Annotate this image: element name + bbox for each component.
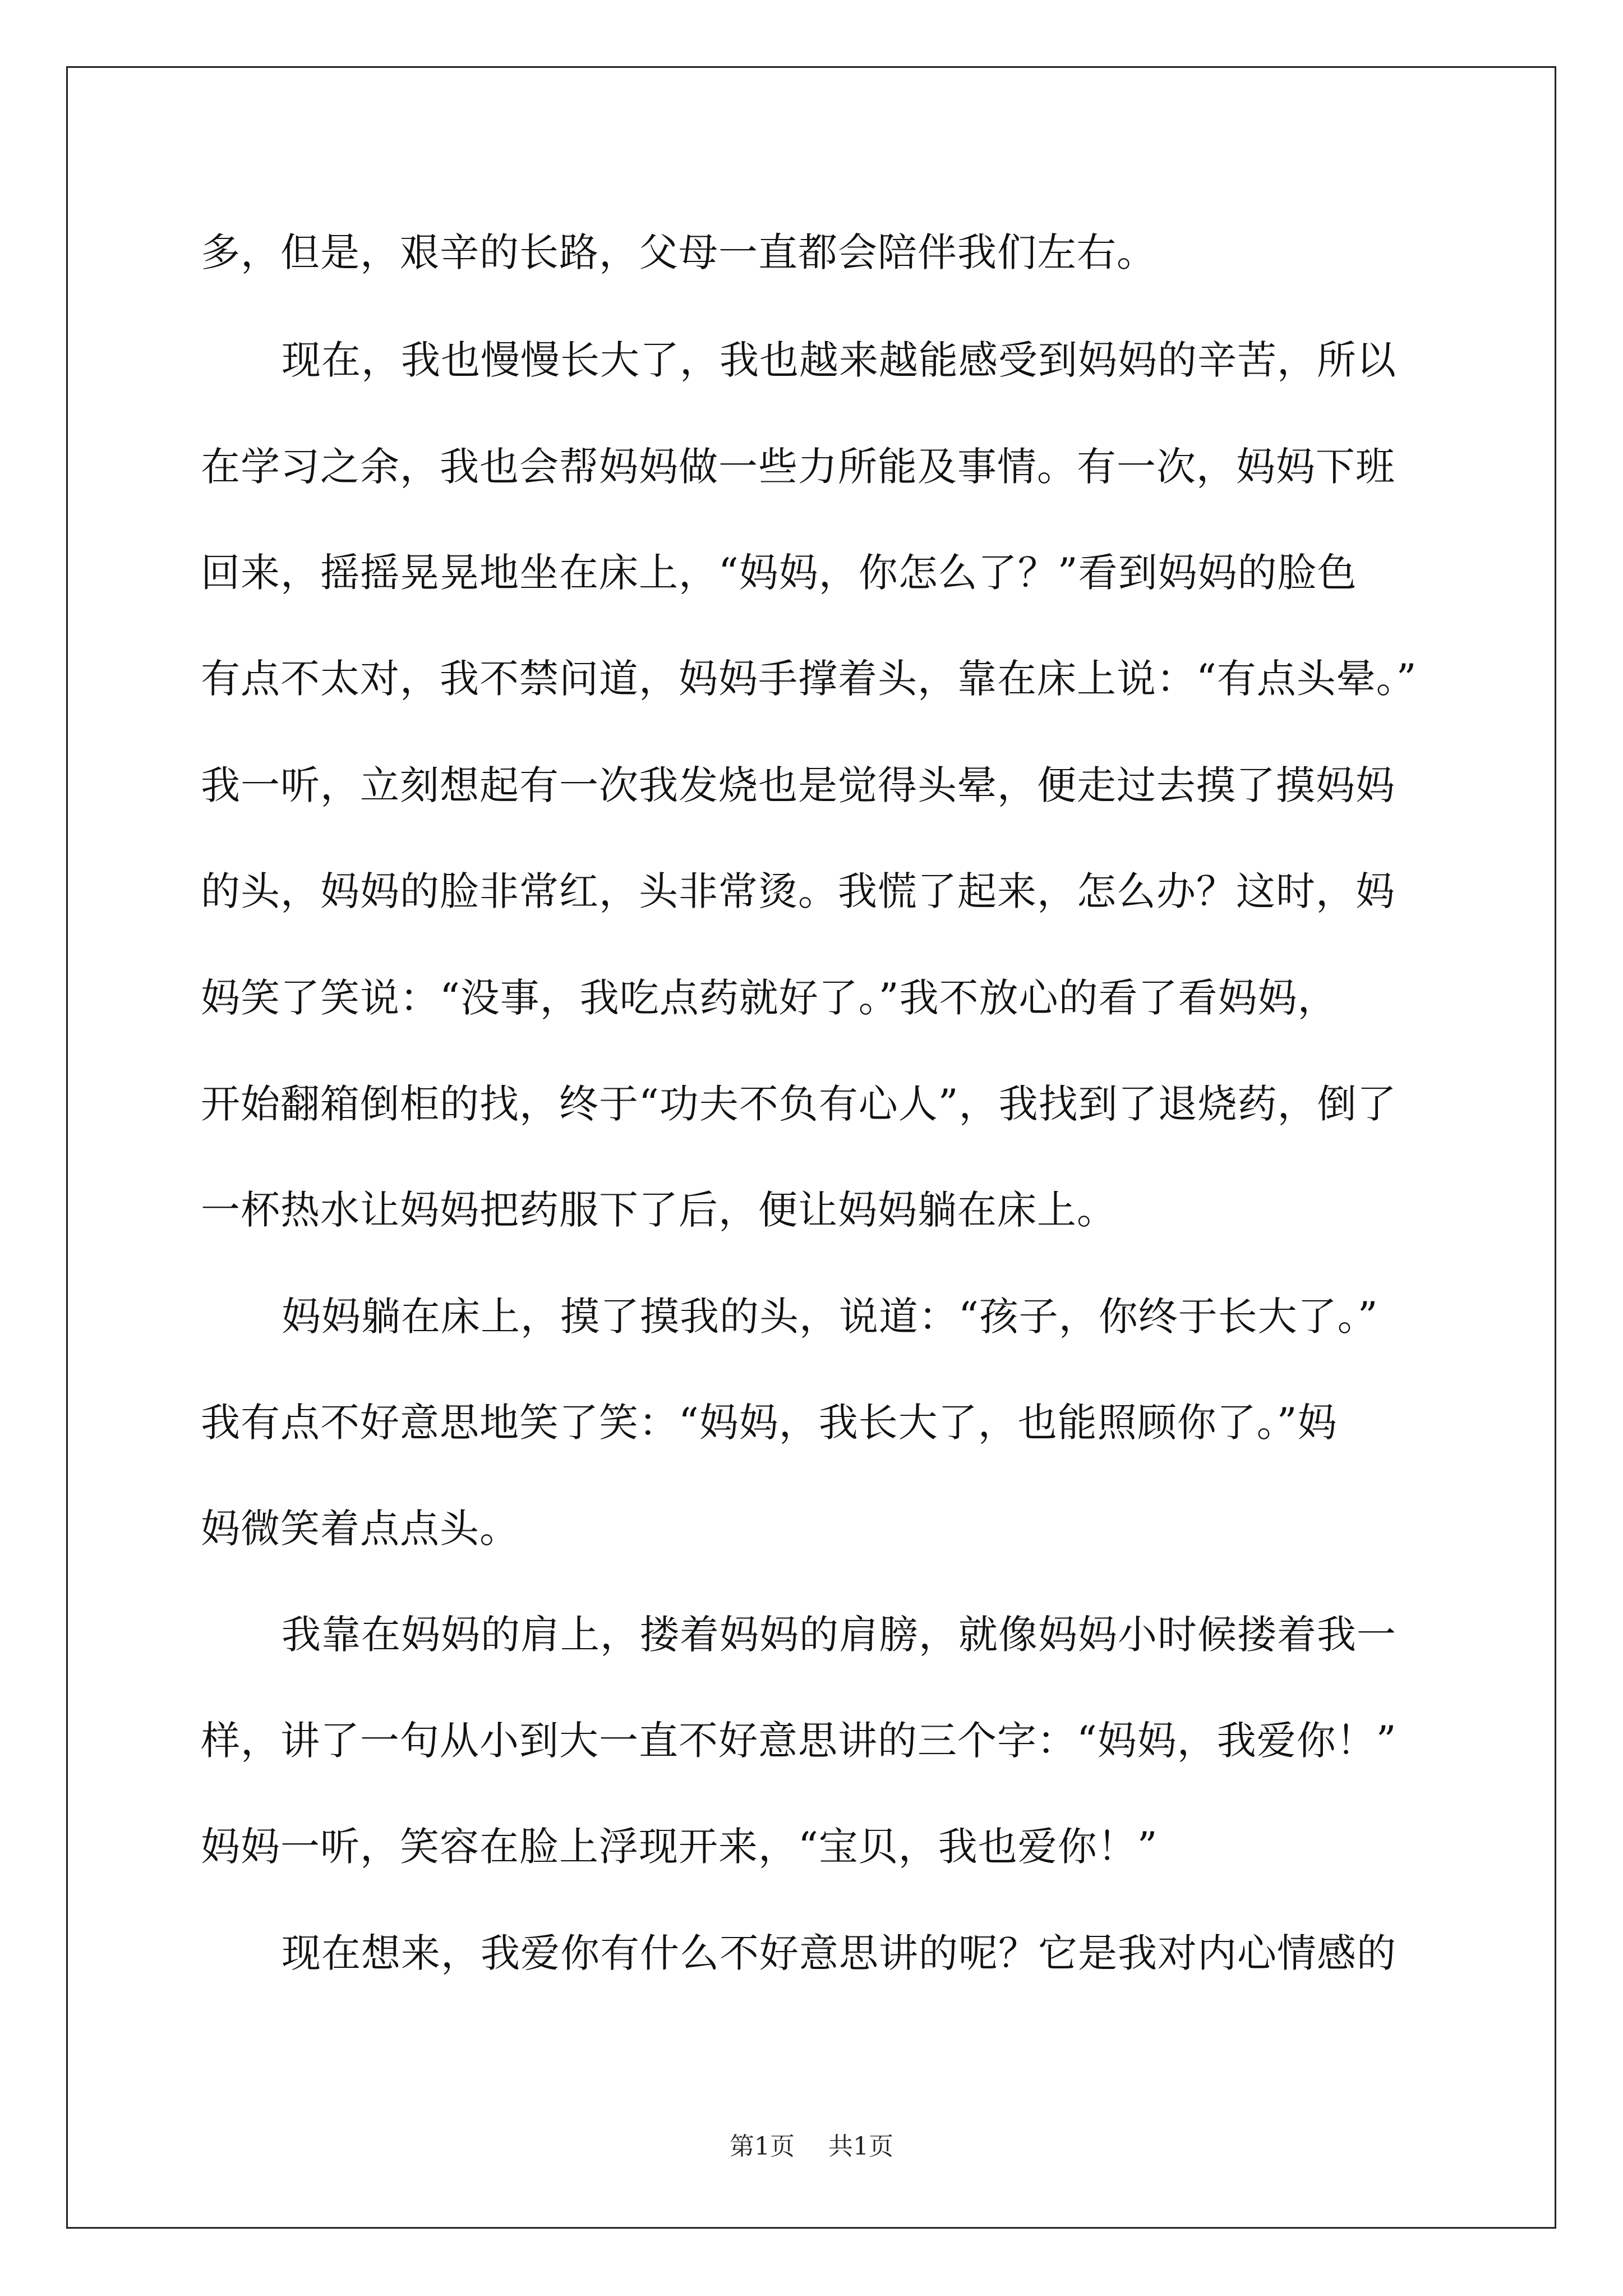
- text-line: 在学习之余，我也会帮妈妈做一些力所能及事情。有一次，妈妈下班: [201, 444, 1395, 490]
- text-line: 妈笑了笑说：“没事，我吃点药就好了。”我不放心的看了看妈妈，: [201, 975, 1338, 1021]
- page-footer: [0, 2134, 1623, 2159]
- paragraph-first-line: 现在，我也慢慢长大了，我也越来越能感受到妈妈的辛苦，所以: [282, 337, 1396, 383]
- text-line: 多，但是，艰辛的长路，父母一直都会陪伴我们左右。: [201, 229, 1156, 275]
- text-line: 一杯热水让妈妈把药服下了后，便让妈妈躺在床上。: [201, 1187, 1117, 1233]
- text-line: 开始翻箱倒柜的找，终于“功夫不负有心人”，我找到了退烧药，倒了: [201, 1081, 1397, 1127]
- page-border: [66, 66, 1556, 2229]
- text-line: 有点不太对，我不禁问道，妈妈手撑着头，靠在床上说：“有点头晕。”: [201, 656, 1417, 702]
- text-line: 的头，妈妈的脸非常红，头非常烫。我慌了起来，怎么办？这时，妈: [201, 868, 1395, 914]
- page-total: 共1页: [828, 2132, 893, 2161]
- text-line: 妈妈一听，笑容在脸上浮现开来，“宝贝，我也爱你！”: [201, 1824, 1158, 1870]
- paragraph-first-line: 妈妈躺在床上，摸了摸我的头，说道：“孩子，你终于长大了。”: [282, 1294, 1378, 1340]
- text-line: 我一听，立刻想起有一次我发烧也是觉得头晕，便走过去摸了摸妈妈: [201, 762, 1395, 808]
- text-line: 妈微笑着点点头。: [201, 1506, 519, 1552]
- text-line: 样，讲了一句从小到大一直不好意思讲的三个字：“妈妈，我爱你！”: [201, 1718, 1397, 1764]
- page-number: 第1页: [730, 2132, 795, 2161]
- text-line: 我有点不好意思地笑了笑：“妈妈，我长大了，也能照顾你了。”妈: [201, 1400, 1338, 1446]
- paragraph-first-line: 现在想来，我爱你有什么不好意思讲的呢？它是我对内心情感的: [282, 1930, 1396, 1976]
- paragraph-first-line: 我靠在妈妈的肩上，搂着妈妈的肩膀，就像妈妈小时候搂着我一: [282, 1612, 1396, 1658]
- text-line: 回来，摇摇晃晃地坐在床上，“妈妈，你怎么了？”看到妈妈的脸色: [201, 550, 1357, 596]
